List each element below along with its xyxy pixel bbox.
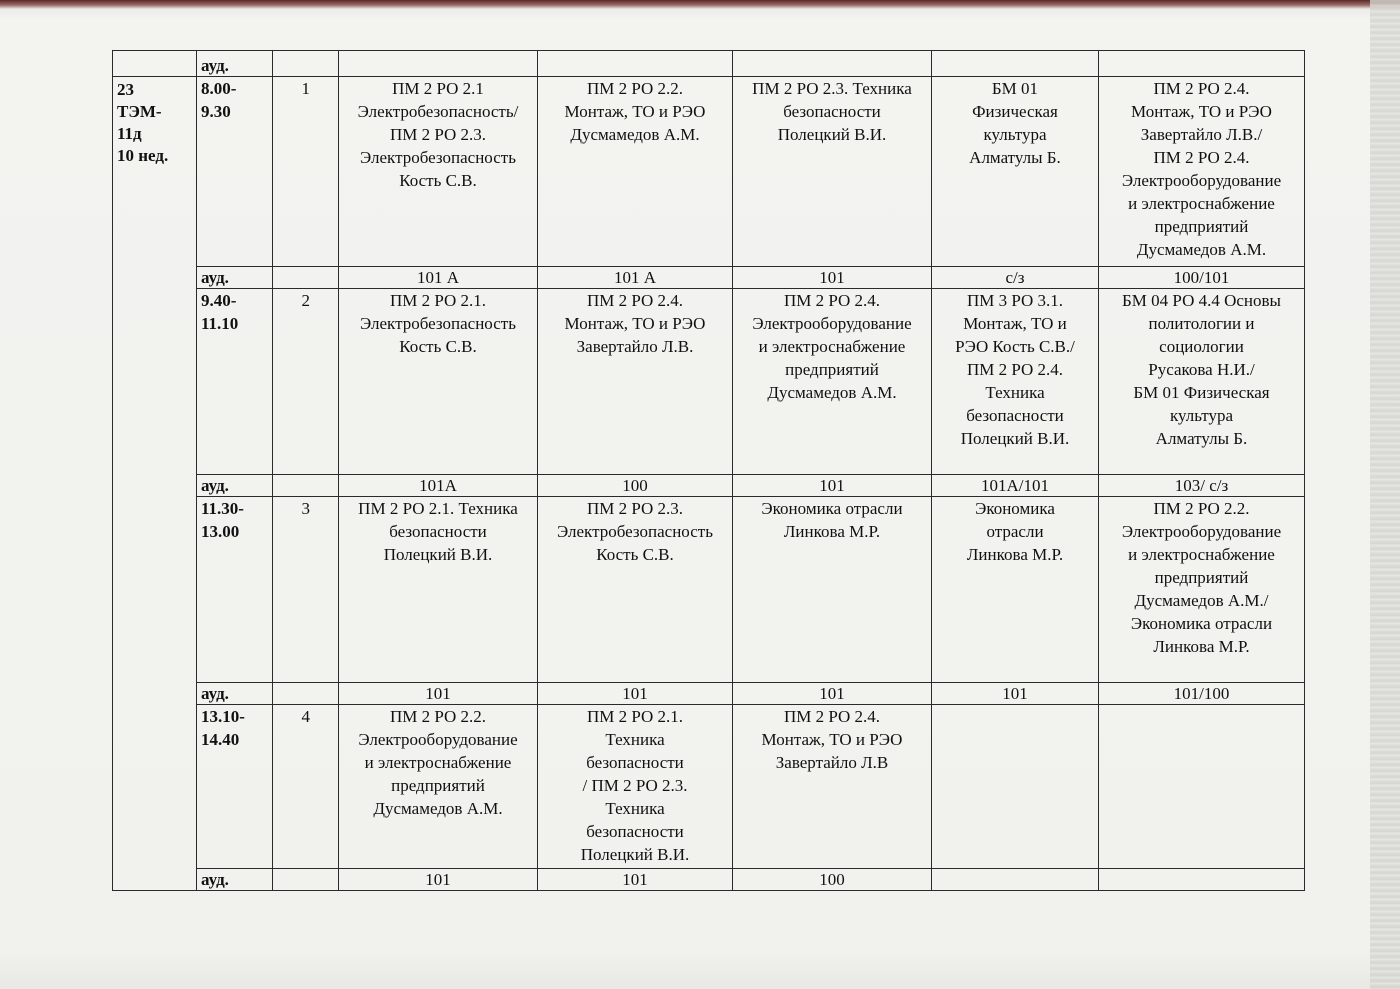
group-cell-previous	[113, 51, 197, 77]
aud-cell: 101	[733, 683, 932, 705]
aud-cell: 101	[339, 683, 538, 705]
group-label: 23 ТЭМ- 11д 10 нед.	[113, 77, 197, 891]
aud-row-3	[113, 683, 1305, 705]
lesson-time: 8.00- 9.30	[197, 77, 273, 267]
aud-cell: 101 А	[538, 267, 733, 289]
aud-cell	[932, 869, 1099, 891]
aud-num-cell	[273, 869, 339, 891]
lesson-cell: ПМ 2 РО 2.4. Монтаж, ТО и РЭО Завертайло Л.В.	[538, 289, 733, 475]
aud-cell	[1099, 869, 1305, 891]
lesson-time: 9.40- 11.10	[197, 289, 273, 475]
lesson-row-2	[113, 289, 1305, 475]
aud-cell: 100	[733, 869, 932, 891]
lesson-time: 11.30- 13.00	[197, 497, 273, 683]
aud-cell	[733, 51, 932, 77]
aud-cell: 101А	[339, 475, 538, 497]
aud-cell: 101	[538, 869, 733, 891]
aud-cell	[932, 51, 1099, 77]
aud-cell: 101	[733, 475, 932, 497]
aud-label: ауд.	[197, 683, 273, 705]
aud-label: ауд.	[197, 869, 273, 891]
lesson-cell: Экономика отрасли Линкова М.Р.	[733, 497, 932, 683]
aud-cell: 101	[932, 683, 1099, 705]
aud-row-4	[113, 869, 1305, 891]
aud-num-cell	[273, 267, 339, 289]
lesson-cell: БМ 01 Физическая культура Алматулы Б.	[932, 77, 1099, 267]
schedule-table	[112, 50, 1305, 891]
lesson-cell: Экономика отрасли Линкова М.Р.	[932, 497, 1099, 683]
lesson-cell: ПМ 2 РО 2.2. Монтаж, ТО и РЭО Дусмамедов А.М.	[538, 77, 733, 267]
lesson-cell: БМ 04 РО 4.4 Основы политологии и социологии Русакова Н.И./ БМ 01 Физическая культура Алматулы Б.	[1099, 289, 1305, 475]
aud-row-1	[113, 267, 1305, 289]
aud-row-2	[113, 475, 1305, 497]
lesson-cell	[1099, 705, 1305, 869]
lesson-row-4	[113, 705, 1305, 869]
lesson-time: 13.10- 14.40	[197, 705, 273, 869]
aud-label: ауд.	[197, 267, 273, 289]
lesson-cell: ПМ 2 РО 2.1. Электробезопасность Кость С.В.	[339, 289, 538, 475]
aud-cell	[1099, 51, 1305, 77]
lesson-cell: ПМ 2 РО 2.2. Электрооборудование и электроснабжение предприятий Дусмамедов А.М.	[339, 705, 538, 869]
lesson-number: 2	[273, 289, 339, 475]
aud-cell	[339, 51, 538, 77]
lesson-cell: ПМ 2 РО 2.2. Электрооборудование и электроснабжение предприятий Дусмамедов А.М./ Экономика отрасли Линкова М.Р.	[1099, 497, 1305, 683]
aud-cell: 101А/101	[932, 475, 1099, 497]
lesson-cell: ПМ 2 РО 2.1. Техника безопасности / ПМ 2 РО 2.3. Техника безопасности Полецкий В.И.	[538, 705, 733, 869]
aud-cell: 101	[733, 267, 932, 289]
aud-cell: 101/100	[1099, 683, 1305, 705]
lesson-cell: ПМ 2 РО 2.3. Электробезопасность Кость С.В.	[538, 497, 733, 683]
aud-cell: 101	[339, 869, 538, 891]
aud-row-top	[113, 51, 1305, 77]
lesson-cell: ПМ 3 РО 3.1. Монтаж, ТО и РЭО Кость С.В./ ПМ 2 РО 2.4. Техника безопасности Полецкий В.И.	[932, 289, 1099, 475]
aud-cell: 100/101	[1099, 267, 1305, 289]
aud-cell: 101 А	[339, 267, 538, 289]
aud-label: ауд.	[197, 475, 273, 497]
lesson-cell: ПМ 2 РО 2.1. Техника безопасности Полецкий В.И.	[339, 497, 538, 683]
lesson-row-1	[113, 77, 1305, 267]
aud-num-cell	[273, 475, 339, 497]
lesson-number: 1	[273, 77, 339, 267]
aud-label: ауд.	[197, 51, 273, 77]
lesson-number: 4	[273, 705, 339, 869]
aud-cell: с/з	[932, 267, 1099, 289]
aud-num-cell	[273, 683, 339, 705]
aud-num-cell	[273, 51, 339, 77]
paper-right-edge	[1370, 0, 1400, 989]
lesson-cell	[932, 705, 1099, 869]
aud-cell: 100	[538, 475, 733, 497]
lesson-row-3	[113, 497, 1305, 683]
aud-cell: 101	[538, 683, 733, 705]
lesson-cell: ПМ 2 РО 2.4. Монтаж, ТО и РЭО Завертайло Л.В./ ПМ 2 РО 2.4. Электрооборудование и электроснабжение предприятий Дусмамедов А.М.	[1099, 77, 1305, 267]
aud-cell	[538, 51, 733, 77]
lesson-cell: ПМ 2 РО 2.4. Монтаж, ТО и РЭО Завертайло Л.В	[733, 705, 932, 869]
aud-cell: 103/ с/з	[1099, 475, 1305, 497]
paper-top-edge	[0, 0, 1400, 9]
lesson-cell: ПМ 2 РО 2.4. Электрооборудование и электроснабжение предприятий Дусмамедов А.М.	[733, 289, 932, 475]
lesson-number: 3	[273, 497, 339, 683]
lesson-cell: ПМ 2 РО 2.3. Техника безопасности Полецкий В.И.	[733, 77, 932, 267]
lesson-cell: ПМ 2 РО 2.1 Электробезопасность/ ПМ 2 РО 2.3. Электробезопасность Кость С.В.	[339, 77, 538, 267]
